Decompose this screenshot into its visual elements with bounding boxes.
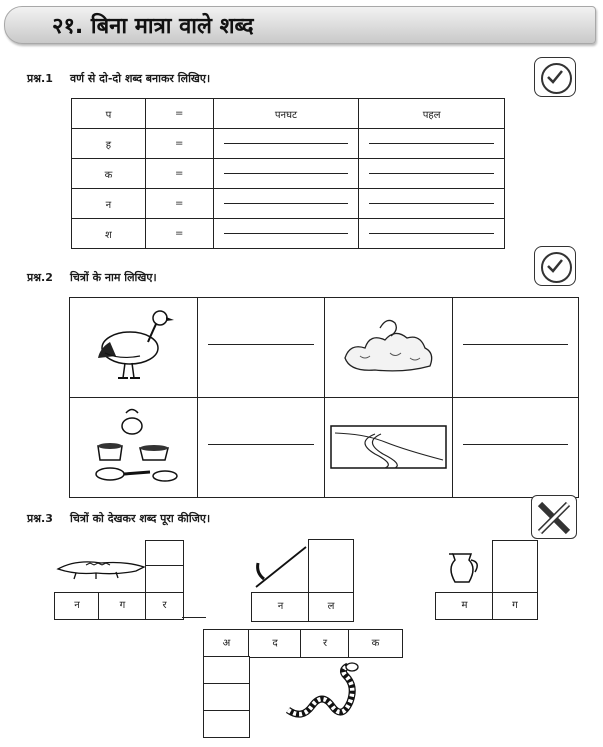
letter-box: र — [300, 629, 350, 658]
q3-instruction: चित्रों को देखकर शब्द पूरा कीजिए। — [70, 512, 211, 525]
table-row — [70, 298, 579, 398]
ginger-picture — [324, 298, 452, 398]
letter-box: ल — [308, 592, 354, 622]
answer-line-cell[interactable] — [359, 159, 505, 189]
answer-line-cell[interactable] — [213, 189, 359, 219]
equals-sign: = — [145, 219, 213, 249]
equals-sign: = — [145, 99, 213, 129]
answer-line-cell[interactable] — [213, 129, 359, 159]
letter-cell: क — [72, 159, 146, 189]
blank-box[interactable] — [492, 540, 538, 594]
answer-line-cell[interactable] — [452, 298, 579, 398]
crocodile-icon — [56, 545, 148, 585]
table-row — [72, 159, 505, 189]
letter-box: र — [145, 592, 184, 620]
letter-cell: न — [72, 189, 146, 219]
table-row — [72, 219, 505, 249]
blank-box[interactable] — [145, 565, 184, 594]
letter-box: न — [251, 592, 310, 622]
blank-box[interactable] — [203, 710, 250, 738]
letter-box: द — [248, 629, 302, 658]
check-badge-icon — [534, 57, 576, 97]
equals-sign: = — [145, 129, 213, 159]
letter-box: ग — [98, 592, 147, 620]
table-row — [70, 398, 579, 498]
check-badge-icon — [534, 246, 576, 286]
letter-cell: ह — [72, 129, 146, 159]
table-row — [72, 99, 505, 129]
hoe-icon — [252, 543, 308, 589]
page-title: २१. बिना मात्रा वाले शब्द — [52, 14, 254, 39]
utensils-icon — [70, 398, 197, 493]
blank-box[interactable] — [203, 656, 250, 685]
utensils-picture — [70, 398, 198, 498]
answer-line-cell[interactable] — [198, 398, 325, 498]
q2-number: प्रश्न.2 — [27, 271, 53, 284]
letter-box: न — [54, 592, 100, 620]
q1-instruction: वर्ण से दो-दो शब्द बनाकर लिखिए। — [70, 72, 211, 85]
answer-line-cell[interactable] — [359, 189, 505, 219]
answer-line-cell[interactable] — [213, 219, 359, 249]
answer-line-cell[interactable] — [359, 129, 505, 159]
blank-box[interactable] — [203, 683, 250, 712]
letter-cell: श — [72, 219, 146, 249]
letter-cell: प — [72, 99, 146, 129]
pencil-ruler-icon — [531, 495, 577, 539]
road-icon — [325, 398, 452, 493]
equals-sign: = — [145, 159, 213, 189]
q1-number: प्रश्न.1 — [27, 72, 53, 85]
table-row — [72, 189, 505, 219]
word-cell: पहल — [359, 99, 505, 129]
answer-line-cell[interactable] — [198, 298, 325, 398]
blank-box[interactable] — [308, 539, 354, 594]
letter-box: क — [348, 629, 403, 658]
table-row — [72, 129, 505, 159]
q3-number: प्रश्न.3 — [27, 512, 53, 525]
underline — [182, 617, 206, 618]
snake-icon — [282, 662, 364, 722]
q2-instruction: चित्रों के नाम लिखिए। — [70, 271, 157, 284]
letter-box: अ — [203, 629, 250, 658]
answer-line-cell[interactable] — [359, 219, 505, 249]
letter-box: ग — [492, 592, 538, 620]
answer-line-cell[interactable] — [213, 159, 359, 189]
letter-box: म — [435, 592, 494, 620]
ginger-icon — [325, 298, 452, 393]
blank-box[interactable] — [145, 540, 184, 567]
q2-table — [69, 297, 579, 498]
road-picture — [324, 398, 452, 498]
q1-table — [71, 98, 505, 249]
duck-picture — [70, 298, 198, 398]
jug-icon — [445, 548, 483, 586]
equals-sign: = — [145, 189, 213, 219]
word-cell: पनघट — [213, 99, 359, 129]
answer-line-cell[interactable] — [452, 398, 579, 498]
duck-icon — [70, 298, 197, 393]
